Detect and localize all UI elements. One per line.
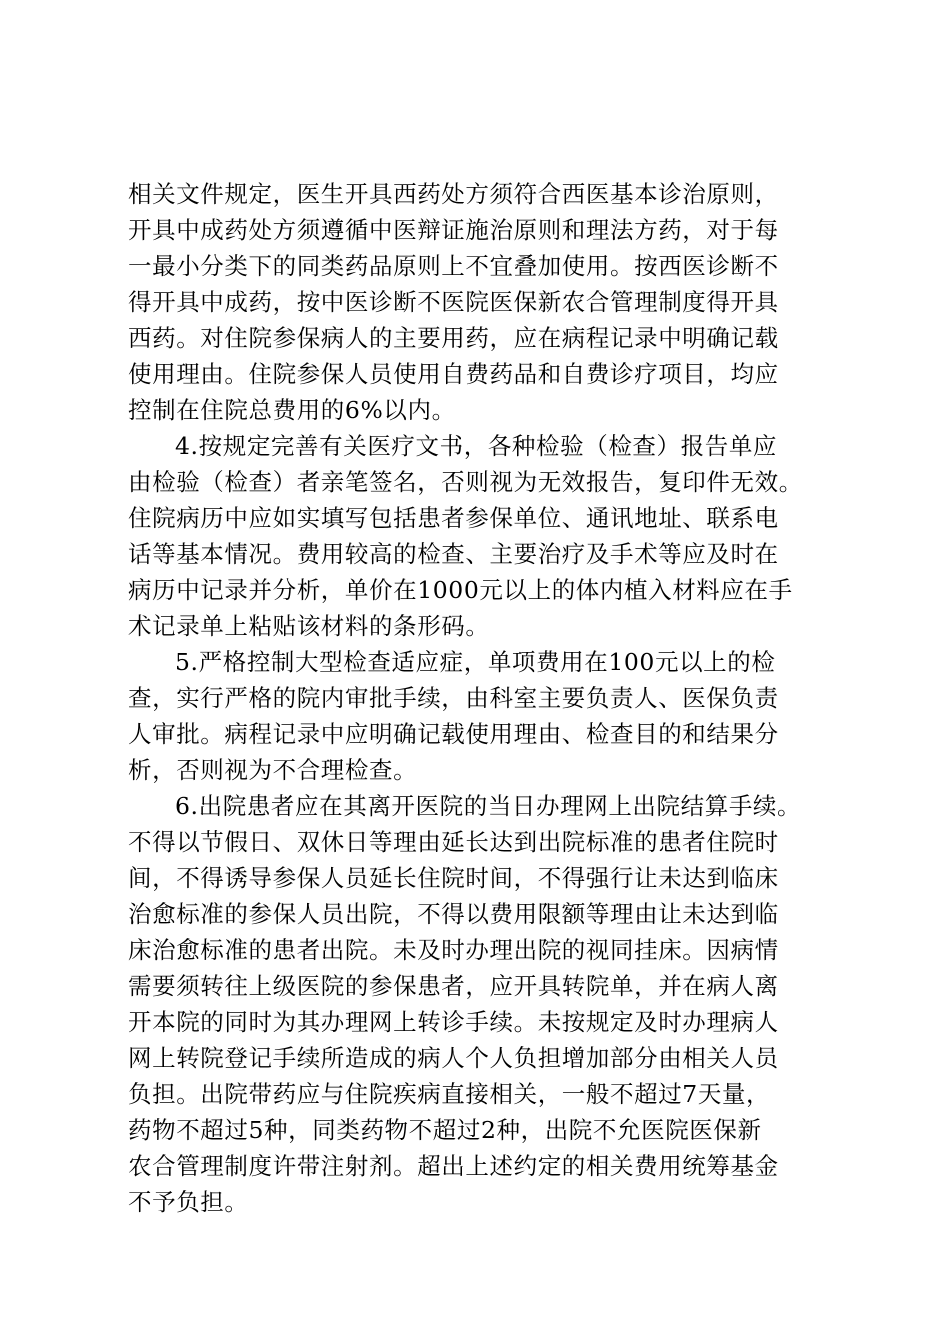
body-text-line: 一最小分类下的同类药品原则上不宜叠加使用。按西医诊断不 [128, 252, 779, 280]
body-text-line: 需要须转往上级医院的参保患者，应开具转院单，并在病人离 [128, 972, 779, 1000]
paragraph-start-line: 5.严格控制大型检查适应症，单项费用在100元以上的检 [175, 648, 776, 676]
body-text-line: 由检验（检查）者亲笔签名，否则视为无效报告，复印件无效。 [128, 468, 803, 496]
body-text-line: 得开具中成药，按中医诊断不医院医保新农合管理制度得开具 [128, 288, 779, 316]
body-text-line: 开本院的同时为其办理网上转诊手续。未按规定及时办理病人 [128, 1008, 779, 1036]
paragraph-start-line: 6.出院患者应在其离开医院的当日办理网上出院结算手续。 [175, 792, 802, 820]
body-text-line: 治愈标准的参保人员出院，不得以费用限额等理由让未达到临 [128, 900, 779, 928]
body-text-line: 使用理由。住院参保人员使用自费药品和自费诊疗项目，均应 [128, 360, 779, 388]
body-text-line: 病历中记录并分析，单价在1000元以上的体内植入材料应在手 [128, 576, 793, 604]
body-text-line: 床治愈标准的患者出院。未及时办理出院的视同挂床。因病情 [128, 936, 779, 964]
body-text-line: 药物不超过5种，同类药物不超过2种，出院不允医院医保新 [128, 1116, 762, 1144]
body-text-line: 人审批。病程记录中应明确记载使用理由、检查目的和结果分 [128, 720, 779, 748]
body-text-line: 开具中成药处方须遵循中医辩证施治原则和理法方药，对于每 [128, 216, 779, 244]
body-text-line: 相关文件规定，医生开具西药处方须符合西医基本诊治原则， [128, 180, 779, 208]
body-text-line: 网上转院登记手续所造成的病人个人负担增加部分由相关人员 [128, 1044, 779, 1072]
body-text-line: 术记录单上粘贴该材料的条形码。 [128, 612, 490, 640]
body-text-line: 负担。出院带药应与住院疾病直接相关，一般不超过7天量， [128, 1080, 771, 1108]
body-text-line: 查，实行严格的院内审批手续，由科室主要负责人、医保负责 [128, 684, 779, 712]
body-text-line: 话等基本情况。费用较高的检查、主要治疗及手术等应及时在 [128, 540, 779, 568]
body-text-line: 农合管理制度许带注射剂。超出上述约定的相关费用统筹基金 [128, 1152, 779, 1180]
paragraph-start-line: 4.按规定完善有关医疗文书，各种检验（检查）报告单应 [175, 432, 778, 460]
body-text-line: 西药。对住院参保病人的主要用药，应在病程记录中明确记载 [128, 324, 779, 352]
body-text-line: 不得以节假日、双休日等理由延长达到出院标准的患者住院时 [128, 828, 779, 856]
body-text-line: 控制在住院总费用的6%以内。 [128, 396, 456, 424]
body-text-line: 不予负担。 [128, 1188, 249, 1216]
body-text-line: 间，不得诱导参保人员延长住院时间，不得强行让未达到临床 [128, 864, 779, 892]
body-text-line: 住院病历中应如实填写包括患者参保单位、通讯地址、联系电 [128, 504, 779, 532]
body-text-line: 析，否则视为不合理检查。 [128, 756, 418, 784]
